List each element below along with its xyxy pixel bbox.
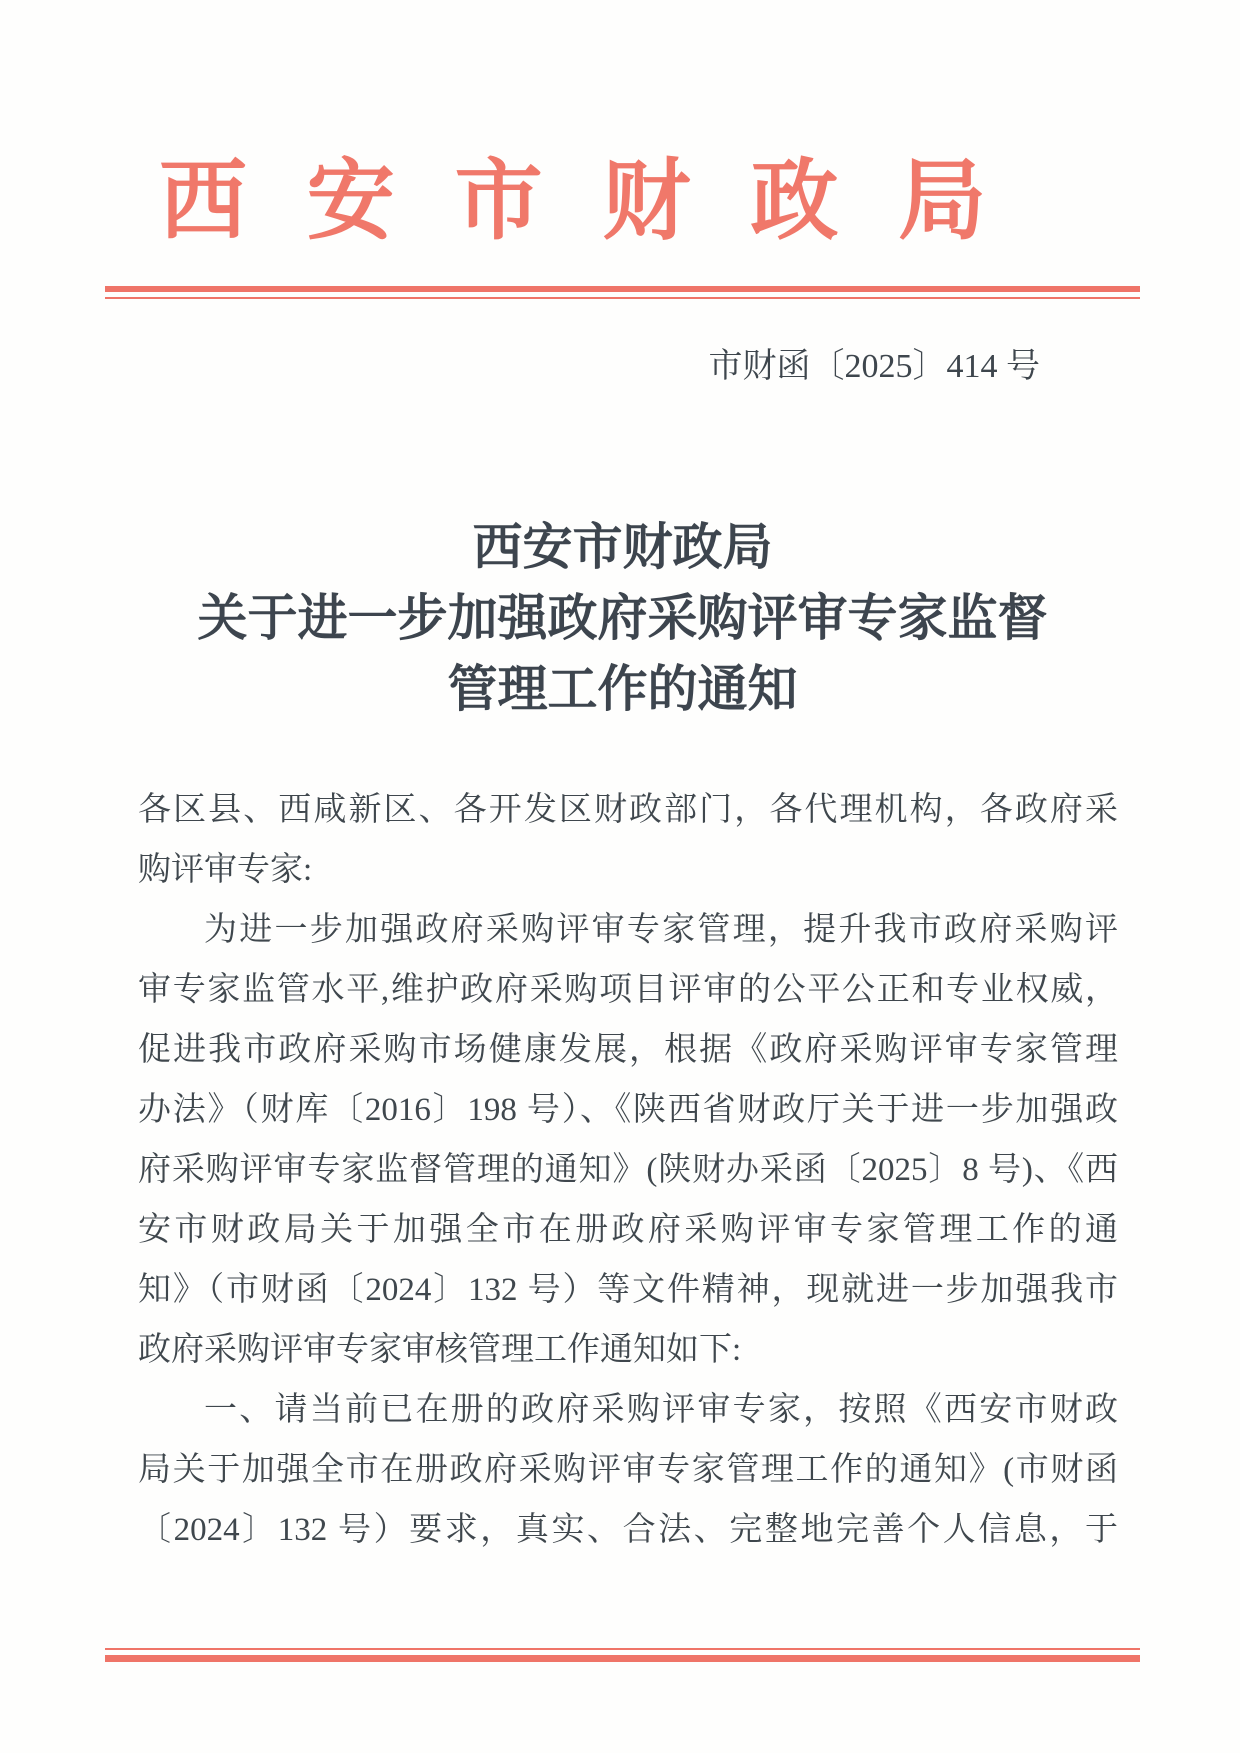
document-title (105, 512, 1140, 725)
body-line: 局关于加强全市在册政府采购评审专家管理工作的通知》(市财函 (138, 1452, 1118, 1488)
title-line: 关于进一步加强政府采购评审专家监督 (197, 590, 1048, 646)
letterhead-agency-title: 西安市财政局 (158, 154, 1047, 251)
body-line: 一、请当前已在册的政府采购评审专家，按照《西安市财政 (204, 1392, 1118, 1428)
body-line: 购评审专家: (138, 852, 313, 888)
body-line: 知》（市财函〔2024〕132 号）等文件精神，现就进一步加强我市 (138, 1272, 1118, 1308)
body-line: 各区县、西咸新区、各开发区财政部门，各代理机构，各政府采 (138, 792, 1118, 828)
title-line: 西安市财政局 (472, 519, 773, 575)
header-rule-thick (105, 286, 1140, 292)
body-line: 政府采购评审专家审核管理工作通知如下: (138, 1332, 742, 1368)
body-line: 促进我市政府采购市场健康发展，根据《政府采购评审专家管理 (138, 1032, 1118, 1068)
document-number: 市财函〔2025〕414 号 (708, 348, 1040, 385)
footer-rule-thick (105, 1655, 1140, 1662)
body-line: 为进一步加强政府采购评审专家管理，提升我市政府采购评 (204, 912, 1118, 948)
footer-rule-thin (105, 1648, 1140, 1650)
title-line: 管理工作的通知 (447, 661, 798, 717)
body-line: 安市财政局关于加强全市在册政府采购评审专家管理工作的通 (138, 1212, 1118, 1248)
document-body (138, 780, 1118, 1560)
body-line: 〔2024〕132 号）要求，真实、合法、完整地完善个人信息，于 (138, 1512, 1118, 1548)
body-line: 办法》（财库〔2016〕198 号）、《陕西省财政厅关于进一步加强政 (138, 1092, 1119, 1128)
header-rule-thin (105, 297, 1140, 299)
body-line: 审专家监管水平,维护政府采购项目评审的公平公正和专业权威， (138, 972, 1118, 1008)
body-line: 府采购评审专家监督管理的通知》(陕财办采函〔2025〕8 号)、《西 (138, 1152, 1118, 1188)
